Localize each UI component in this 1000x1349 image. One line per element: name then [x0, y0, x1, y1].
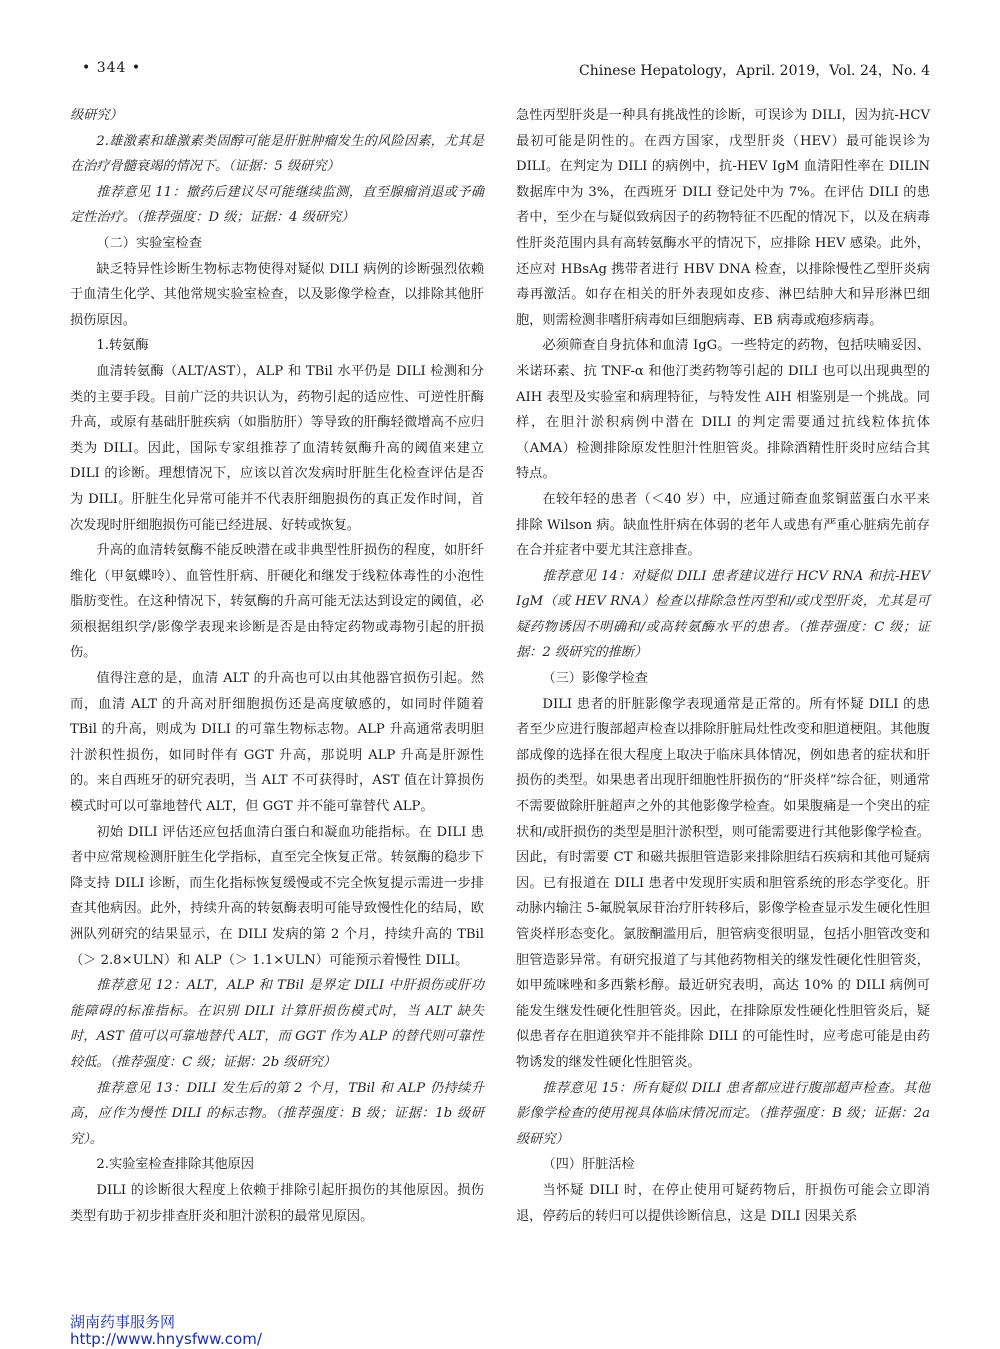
recommendation-paragraph: 推荐意见 11：撤药后建议尽可能继续监测，直至腺瘤消退或予确定性治疗。（推荐强度：D 级；证据：4 级研究） [70, 184, 484, 226]
site-url-link[interactable]: http://www.hnysfww.com/ [70, 1330, 262, 1348]
section-heading: （四）肝脏活检 [542, 1157, 635, 1173]
body-paragraph: 必须筛查自身抗体和血清 IgG。一些特定的药物，包括呋喃妥因、米诺环素、抗 TNF-α 和他汀类药物等引起的 DILI 也可以出现典型的 AIH 表型及实验室和病理特征，与特发性 AIH 相鉴别是一个挑战。同样，在胆汁淤积病例中潜在 DILI 的判定需要通过抗线粒体抗体（AMA）检测排除原发性胆汁性胆管炎。排除酒精性肝炎时应结合其特点。 [516, 338, 930, 482]
section-heading: （三）影像学检查 [542, 671, 648, 687]
page-header [70, 56, 930, 82]
recommendation-paragraph: 级研究） [70, 108, 123, 123]
body-paragraph: DILI 患者的肝脏影像学表现通常是正常的。所有怀疑 DILI 的患者至少应进行腹部超声检查以排除肝脏局灶性改变和胆道梗阻。其他腹部成像的选择在很大程度上取决于临床具体情况，例如患者的症状和肝损伤的类型。如果患者出现肝细胞性肝损伤的“肝炎样”综合征，则通常不需要做除肝脏超声之外的其他影像学检查。如果腹痛是一个突出的症状和/或肝损伤的类型是胆汁淤积型，则可能需要进行其他影像学检查。因此，有时需要 CT 和磁共振胆管造影来排除胆结石疾病和其他可疑病因。已有报道在 DILI 患者中发现肝实质和胆管系统的形态学变化。肝动脉内输注 5-氟脱氧尿苷治疗肝转移后，影像学检查显示发生硬化性胆管炎样形态变化。氯胺酮滥用后，胆管病变很明显，包括小胆管改变和胆管造影异常。有研究报道了与其他药物相关的继发性硬化性胆管炎，如甲巯咪唑和多西紫杉醇。最近研究表明，高达 10% 的 DILI 病例可能发生继发性硬化性胆管炎。因此，在排除原发性硬化性胆管炎后，疑似患者存在胆道狭窄并不能排除 DILI 的可能性时，应考虑可能是由药物诱发的继发性硬化性胆管炎。 [516, 696, 930, 1070]
page-number: • 344 • [82, 60, 142, 76]
body-paragraph: 当怀疑 DILI 时，在停止使用可疑药物后，肝损伤可能会立即消退，停药后的转归可以提供诊断信息，这是 DILI 因果关系 [516, 1182, 930, 1224]
section-heading: 2.实验室检查排除其他原因 [96, 1157, 255, 1173]
site-name: 湖南药事服务网 [70, 1313, 176, 1331]
body-paragraph: 急性丙型肝炎是一种具有挑战性的诊断，可误诊为 DILI，因为抗-HCV 最初可能是阴性的。在西方国家，戊型肝炎（HEV）最可能误诊为 DILI。在判定为 DILI 的病例中，抗-HEV IgM 血清阳性率在 DILIN 数据库中为 3%，在西班牙 DILI 登记处中为 7%。在评估 DILI 的患者中，至少在与疑似致病因子的药物特征不匹配的情况下，以及在病毒性肝炎范围内具有高转氨酶水平的情况下，应排除 HEV 感染。此外，还应对 HBsAg 携带者进行 HBV DNA 检查，以排除慢性乙型肝炎病毒再激活。如存在相关的肝外表现如皮疹、淋巴结肿大和异形淋巴细胞，则需检测非嗜肝病毒如巨细胞病毒、EB 病毒或疱疹病毒。 [516, 108, 930, 328]
recommendation-paragraph: 2.雄激素和雄激素类固醇可能是肝脏肿瘤发生的风险因素，尤其是在治疗骨髓衰竭的情况下。（证据：5 级研究） [70, 133, 484, 175]
body-paragraph: 值得注意的是，血清 ALT 的升高也可以由其他器官损伤引起。然而，血清 ALT 的升高对肝细胞损伤还是高度敏感的，如同时伴随着 TBil 的升高，则成为 DILI 的可靠生物标志物。ALP 升高通常表明胆汁淤积性损伤，如同时伴有 GGT 升高，那说明 ALP 升高是肝源性的。来自西班牙的研究表明，当 ALT 不可获得时，AST 值在计算损伤模式时可以可靠地替代 ALT，但 GGT 并不能可靠替代 ALP。 [70, 671, 484, 815]
body-paragraph: 初始 DILI 评估还应包括血清白蛋白和凝血功能指标。在 DILI 患者中应常规检测肝脏生化学指标，直至完全恢复正常。转氨酶的稳步下降支持 DILI 诊断，而生化指标恢复缓慢或不完全恢复提示需进一步排查其他病因。此外，持续升高的转氨酶表明可能导致慢性化的结局，欧洲队列研究的结果显示，在 DILI 发病的第 2 个月，持续升高的 TBil（＞ 2.8×ULN）和 ALP（＞ 1.1×ULN）可能预示着慢性 DILI。 [70, 824, 484, 968]
left-column [70, 103, 484, 1229]
section-heading: （二）实验室检查 [96, 235, 202, 251]
body-paragraph: 缺乏特异性诊断生物标志物使得对疑似 DILI 病例的诊断强烈依赖于血清生化学、其他常规实验室检查，以及影像学检查，以排除其他肝损伤原因。 [70, 261, 484, 328]
footer-watermark [70, 1314, 262, 1348]
right-column [516, 103, 930, 1229]
recommendation-paragraph: 推荐意见 13：DILI 发生后的第 2 个月，TBil 和 ALP 仍持续升高，应作为慢性 DILI 的标志物。（推荐强度：B 级；证据：1b 级研究）。 [70, 1080, 484, 1147]
body-paragraph: DILI 的诊断很大程度上依赖于排除引起肝损伤的其他原因。损伤类型有助于初步排查肝炎和胆汁淤积的最常见原因。 [70, 1182, 484, 1224]
recommendation-paragraph: 推荐意见 12：ALT，ALP 和 TBil 是界定 DILI 中肝损伤或肝功能障碍的标准指标。在识别 DILI 计算肝损伤模式时，当 ALT 缺失时，AST 值可以可靠地替代 ALT，而 GGT 作为 ALP 的替代则可靠性较低。（推荐强度：C 级；证据：2b 级研究） [70, 978, 484, 1070]
section-heading: 1.转氨酶 [96, 338, 149, 354]
body-paragraph: 在较年轻的患者（＜40 岁）中，应通过筛查血浆铜蓝蛋白水平来排除 Wilson 病。缺血性肝病在体弱的老年人或患有严重心脏病先前存在合并症者中要尤其注意排查。 [516, 491, 930, 559]
journal-citation: Chinese Hepatology，April. 2019，Vol. 24，No. 4 [579, 63, 930, 79]
body-paragraph: 血清转氨酶（ALT/AST），ALP 和 TBil 水平仍是 DILI 检测和分类的主要手段。目前广泛的共识认为，药物引起的适应性、可逆性肝酶升高，或原有基础肝脏疾病（如脂肪肝）等导致的肝酶轻微增高不应归类为 DILI。因此，国际专家组推荐了血清转氨酶升高的阈值来建立 DILI 的诊断。理想情况下，应该以首次发病时肝脏生化检查评估是否为 DILI。肝脏生化异常可能并不代表肝细胞损伤的真正发作时间，首次发现时肝细胞损伤可能已经进展、好转或恢复。 [70, 363, 484, 533]
recommendation-paragraph: 推荐意见 14：对疑似 DILI 患者建议进行 HCV RNA 和抗-HEV IgM（或 HEV RNA）检查以排除急性丙型和/或戊型肝炎，尤其是可疑药物诱因不明确和/或高转氨酶水平的患者。（推荐强度：C 级；证据：2 级研究的推断） [516, 568, 930, 661]
body-paragraph: 升高的血清转氨酶不能反映潜在或非典型性肝损伤的程度，如肝纤维化（甲氨蝶呤）、血管性肝病、肝硬化和继发于线粒体毒性的小泡性脂肪变性。在这种情况下，转氨酶的升高可能无法达到设定的阈值，必须根据组织学/影像学表现来诊断是否是由特定药物或毒物引起的肝损伤。 [70, 543, 484, 661]
recommendation-paragraph: 推荐意见 15：所有疑似 DILI 患者都应进行腹部超声检查。其他影像学检查的使用视具体临床情况而定。（推荐强度：B 级；证据：2a 级研究） [516, 1080, 930, 1147]
